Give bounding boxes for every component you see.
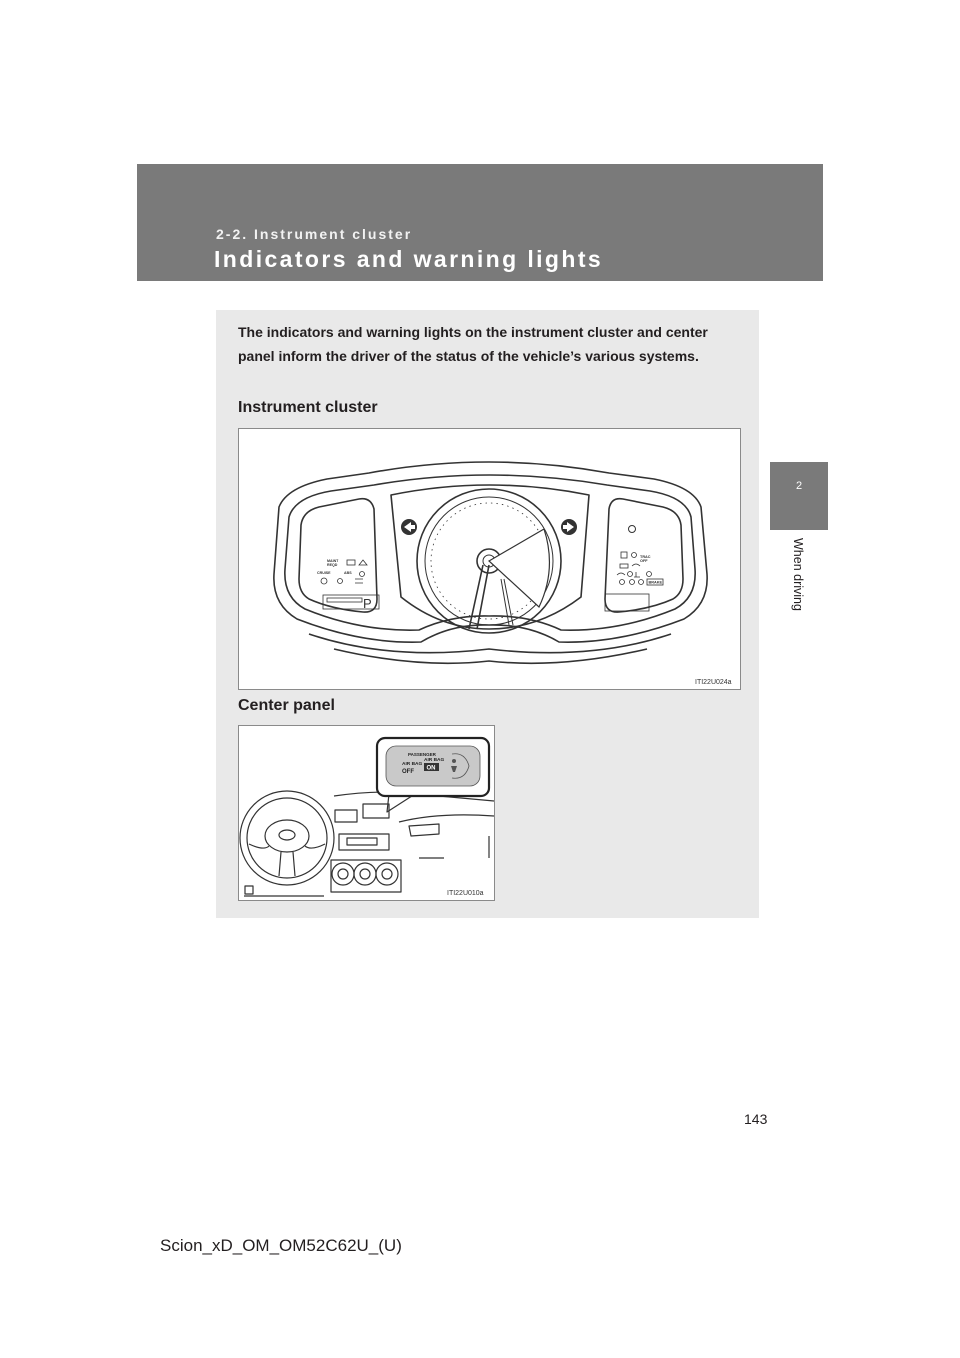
intro-paragraph: The indicators and warning lights on the instrument cluster and center panel inform the driver of the status of the vehicle’s various systems. [238, 324, 708, 364]
airbag-off-label-1: AIR BAG [402, 762, 423, 767]
maint-label-2: REQD [327, 563, 338, 567]
abs-label: ABS [344, 571, 352, 575]
airbag-on-label-2: ON [426, 765, 436, 772]
footer-doc-id: Scion_xD_OM_OM52C62U_(U) [160, 1236, 402, 1255]
airbag-on-label-1: AIR BAG [424, 758, 445, 763]
trac-label-2: OFF [640, 559, 648, 563]
figure-id: ITI22U024a [695, 679, 732, 686]
center-panel-figure [238, 725, 495, 901]
chapter-number: 2 [795, 480, 803, 492]
airbag-off-label-2: OFF [402, 769, 414, 775]
chapter-tab[interactable] [770, 462, 828, 530]
instrument-cluster-heading: Instrument cluster [238, 399, 378, 416]
figure-id: ITI22U010a [447, 890, 484, 897]
passenger-label: PASSENGER [408, 752, 436, 757]
trac-label-1: TRAC [640, 555, 651, 559]
instrument-cluster-figure [238, 428, 741, 690]
page-number: 143 [744, 1111, 768, 1127]
center-panel-heading: Center panel [238, 697, 335, 714]
page-title: Indicators and warning lights [214, 246, 604, 272]
maint-label-1: MAINT [327, 559, 339, 563]
section-label: 2-2. Instrument cluster [216, 226, 413, 242]
chapter-label: When driving [791, 538, 805, 611]
park-label: P [363, 596, 372, 611]
brake-label: BRAKE [648, 580, 663, 585]
cruise-label: CRUISE [317, 571, 331, 575]
center-panel-illustration [239, 726, 496, 902]
instrument-cluster-illustration [239, 429, 742, 691]
